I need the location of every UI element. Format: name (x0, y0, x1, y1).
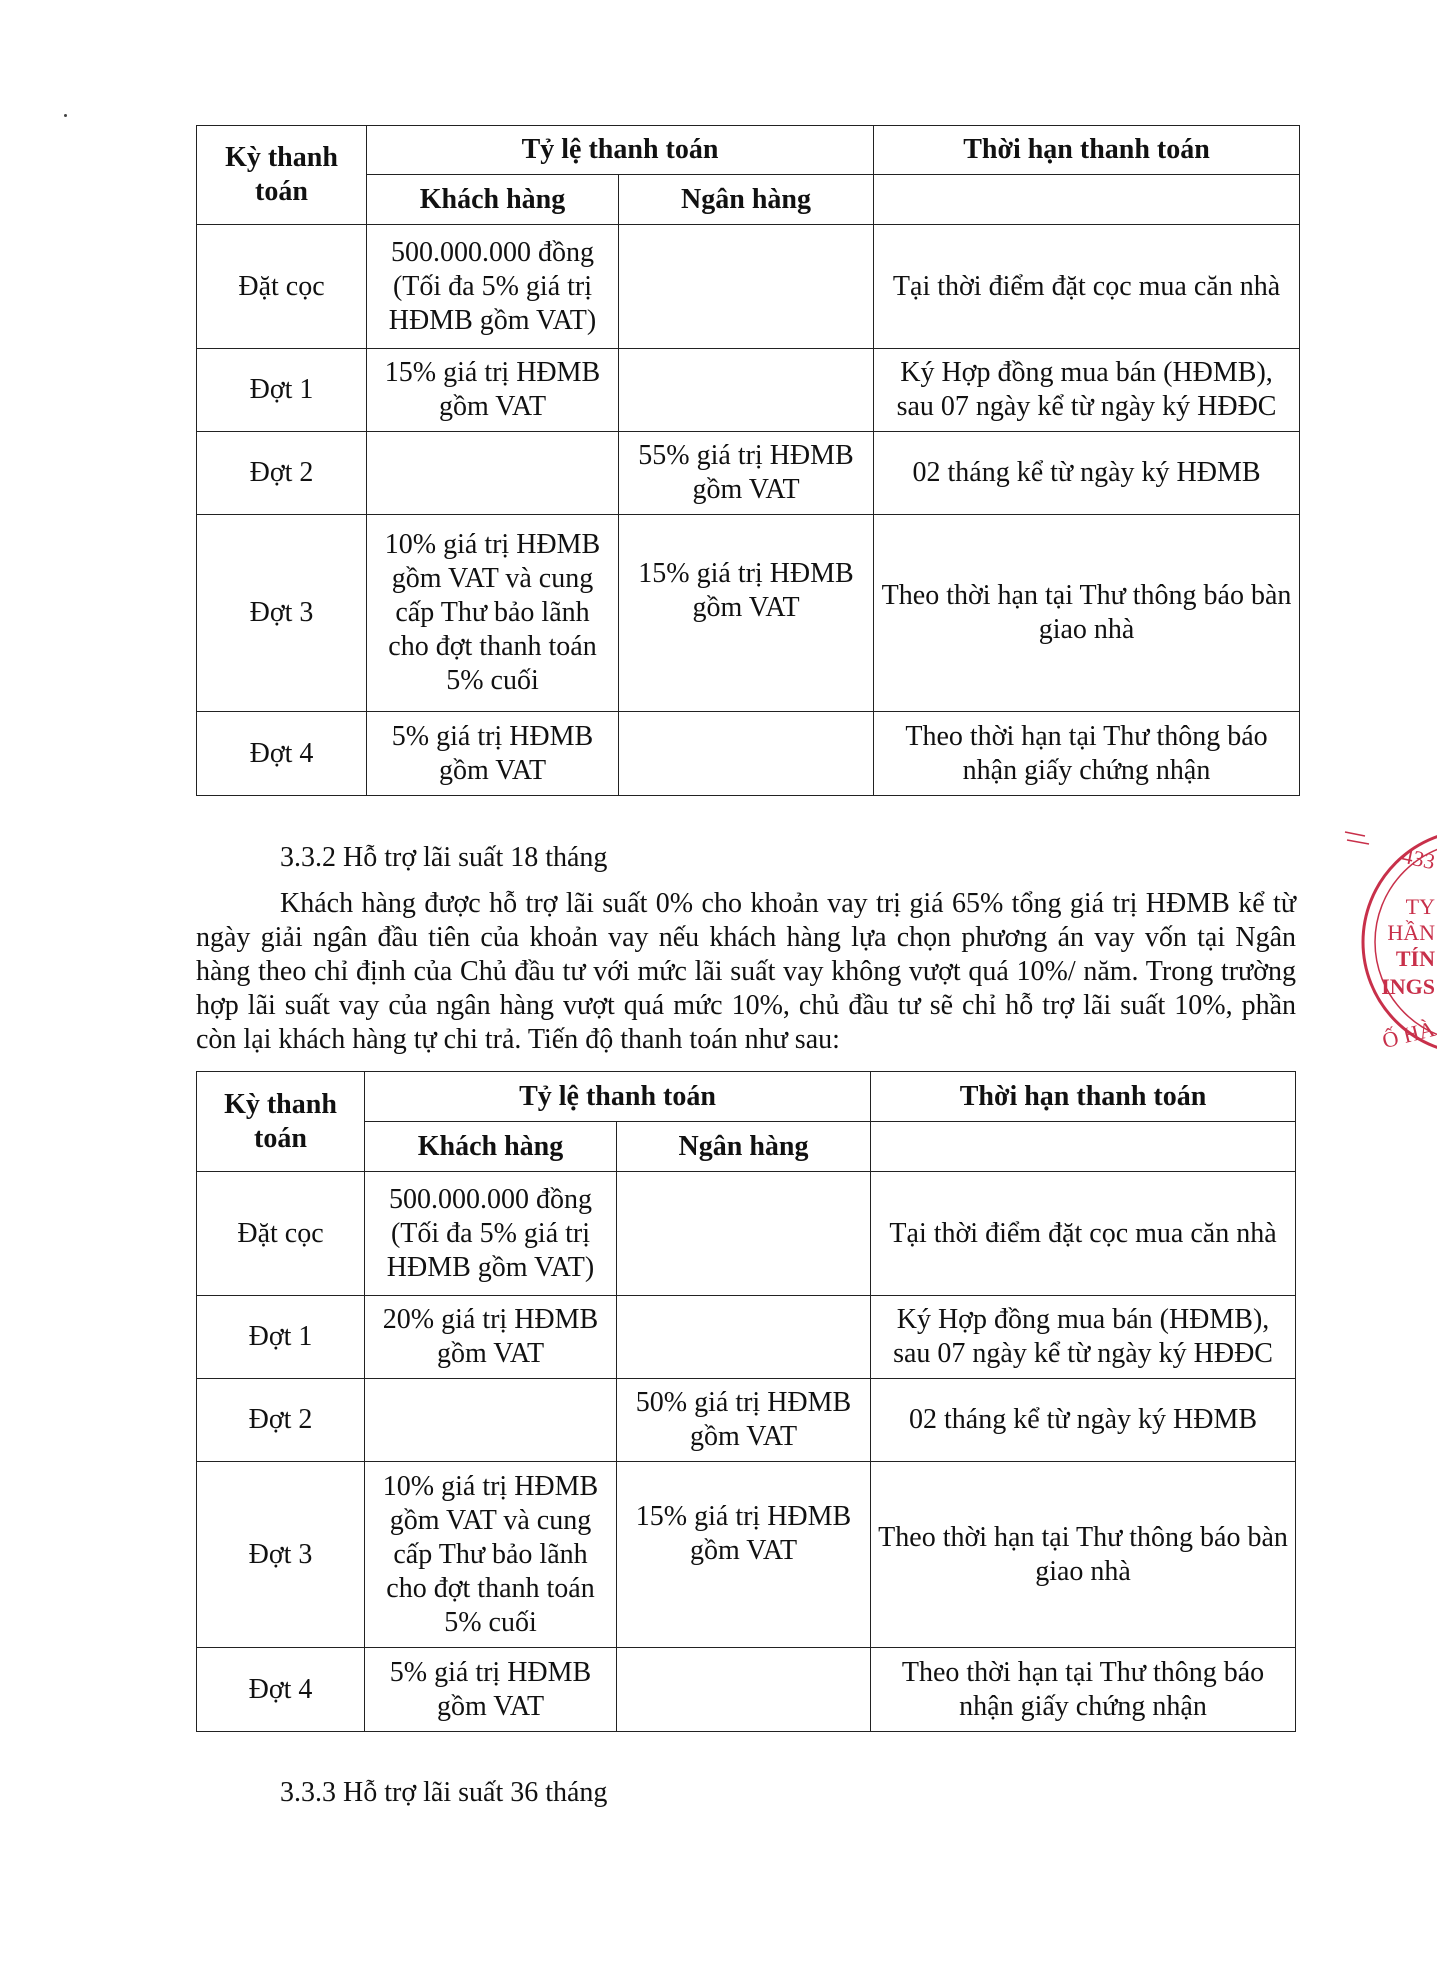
row-bank: 55% giá trị HĐMB gồm VAT (619, 432, 874, 515)
header-customer: Khách hàng (365, 1122, 617, 1172)
header-empty-cell (874, 175, 1300, 225)
header-period: Kỳ thanh toán (197, 1072, 365, 1172)
row-deadline: Theo thời hạn tại Thư thông báo nhận giấy chứng nhận (871, 1648, 1296, 1732)
row-bank (619, 349, 874, 432)
row-deadline: 02 tháng kể từ ngày ký HĐMB (871, 1379, 1296, 1462)
header-customer: Khách hàng (367, 175, 619, 225)
row-bank (617, 1172, 871, 1296)
row-customer (365, 1379, 617, 1462)
header-ratio: Tỷ lệ thanh toán (365, 1072, 871, 1122)
row-period: Đợt 4 (197, 1648, 365, 1732)
section-paragraph-332: Khách hàng được hỗ trợ lãi suất 0% cho khoản vay trị giá 65% tổng giá trị HĐMB kể từ ngày giải ngân đầu tiên của khoản vay nếu khách hàng lựa chọn phương án vay vốn tại Ngân hàng theo chỉ định của Chủ đầu tư với mức lãi suất vay không vượt quá 10%/ năm. Trong trường hợp lãi suất vay của ngân hàng vượt quá mức 10%, chủ đầu tư sẽ chỉ hỗ trợ lãi suất 10%, phần còn lại khách hàng tự chi trả. Tiến độ thanh toán như sau: (196, 888, 1296, 1055)
section-heading-333: 3.3.3 Hỗ trợ lãi suất 36 tháng (280, 1777, 608, 1808)
payment-schedule-table-2 (196, 1071, 1296, 1732)
row-period: Đợt 2 (197, 432, 367, 515)
row-period: Đợt 3 (197, 1462, 365, 1648)
row-customer: 10% giá trị HĐMB gồm VAT và cung cấp Thư bảo lãnh cho đợt thanh toán 5% cuối (365, 1462, 617, 1648)
seal-text: HẦN (1387, 920, 1435, 945)
row-deadline: Theo thời hạn tại Thư thông báo bàn giao nhà (871, 1462, 1296, 1648)
row-deadline: Ký Hợp đồng mua bán (HĐMB), sau 07 ngày kể từ ngày ký HĐĐC (874, 349, 1300, 432)
company-seal (1325, 822, 1435, 1062)
row-customer: 500.000.000 đồng (Tối đa 5% giá trị HĐMB gồm VAT) (367, 225, 619, 349)
section-heading-332: 3.3.2 Hỗ trợ lãi suất 18 tháng (280, 842, 608, 873)
row-bank (617, 1296, 871, 1379)
row-customer (367, 432, 619, 515)
row-period: Đợt 3 (197, 515, 367, 712)
payment-schedule-table-1 (196, 125, 1300, 796)
header-bank: Ngân hàng (619, 175, 874, 225)
header-deadline: Thời hạn thanh toán (871, 1072, 1296, 1122)
row-bank (617, 1648, 871, 1732)
row-deadline: Tại thời điểm đặt cọc mua căn nhà (874, 225, 1300, 349)
row-period: Đặt cọc (197, 225, 367, 349)
row-deadline: Tại thời điểm đặt cọc mua căn nhà (871, 1172, 1296, 1296)
seal-text: INGS (1381, 974, 1435, 999)
header-deadline: Thời hạn thanh toán (874, 126, 1300, 175)
seal-text: Ố HÀ (1379, 1015, 1437, 1054)
seal-text: 433 (1399, 842, 1437, 875)
row-deadline: Theo thời hạn tại Thư thông báo nhận giấy chứng nhận (874, 712, 1300, 796)
row-customer: 15% giá trị HĐMB gồm VAT (367, 349, 619, 432)
row-deadline: Ký Hợp đồng mua bán (HĐMB), sau 07 ngày kể từ ngày ký HĐĐC (871, 1296, 1296, 1379)
header-bank: Ngân hàng (617, 1122, 871, 1172)
row-deadline: Theo thời hạn tại Thư thông báo bàn giao nhà (874, 515, 1300, 712)
row-customer: 10% giá trị HĐMB gồm VAT và cung cấp Thư bảo lãnh cho đợt thanh toán 5% cuối (367, 515, 619, 712)
row-bank: 50% giá trị HĐMB gồm VAT (617, 1379, 871, 1462)
row-customer: 500.000.000 đồng (Tối đa 5% giá trị HĐMB gồm VAT) (365, 1172, 617, 1296)
row-bank: 15% giá trị HĐMB gồm VAT (617, 1462, 871, 1648)
row-period: Đặt cọc (197, 1172, 365, 1296)
scan-speck (64, 114, 67, 117)
row-bank (619, 225, 874, 349)
row-customer: 20% giá trị HĐMB gồm VAT (365, 1296, 617, 1379)
row-customer: 5% giá trị HĐMB gồm VAT (365, 1648, 617, 1732)
row-bank (619, 712, 874, 796)
row-deadline: 02 tháng kể từ ngày ký HĐMB (874, 432, 1300, 515)
row-period: Đợt 1 (197, 1296, 365, 1379)
row-period: Đợt 1 (197, 349, 367, 432)
header-period: Kỳ thanh toán (197, 126, 367, 225)
header-empty-cell (871, 1122, 1296, 1172)
row-period: Đợt 4 (197, 712, 367, 796)
row-period: Đợt 2 (197, 1379, 365, 1462)
seal-text: TY (1405, 894, 1435, 919)
row-customer: 5% giá trị HĐMB gồm VAT (367, 712, 619, 796)
header-ratio: Tỷ lệ thanh toán (367, 126, 874, 175)
row-bank: 15% giá trị HĐMB gồm VAT (619, 515, 874, 712)
seal-text: TÍN (1395, 946, 1435, 971)
